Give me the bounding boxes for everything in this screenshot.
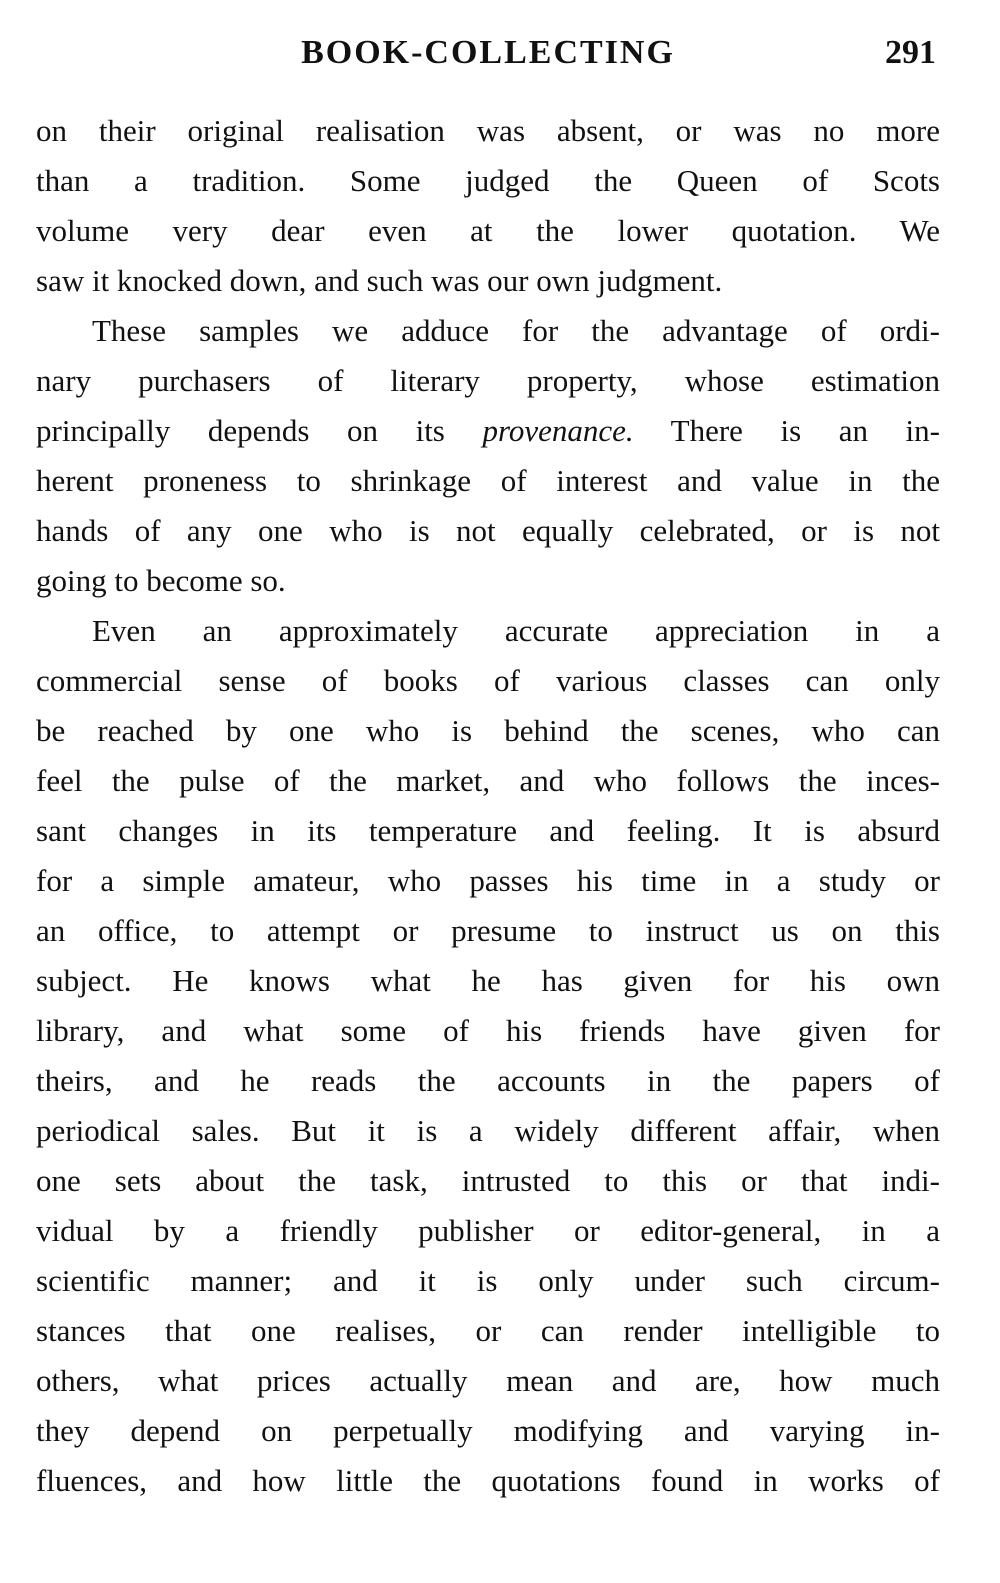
text-line: fluences, and how little the quotations found in works of <box>36 1463 940 1498</box>
text-line: volume very dear even at the lower quotation. We <box>36 213 940 248</box>
book-page <box>36 28 940 1506</box>
text-line: hands of any one who is not equally celebrated, or is not <box>36 513 940 548</box>
text-line: others, what prices actually mean and are, how much <box>36 1363 940 1398</box>
text-line: for a simple amateur, who passes his time in a study or <box>36 863 940 898</box>
body-text <box>36 106 940 1506</box>
text-line: herent proneness to shrinkage of interest and value in the <box>36 463 940 498</box>
text-line: one sets about the task, intrusted to this or that indi- <box>36 1163 940 1198</box>
text-line: Even an approximately accurate appreciation in a <box>92 613 940 648</box>
text-line: scientific manner; and it is only under such circum- <box>36 1263 940 1298</box>
text-line: stances that one realises, or can render intelligible to <box>36 1313 940 1348</box>
text-line: theirs, and he reads the accounts in the papers of <box>36 1063 940 1098</box>
text-line: going to become so. <box>36 563 286 598</box>
text-line: than a tradition. Some judged the Queen of Scots <box>36 163 940 198</box>
text-line: subject. He knows what he has given for his own <box>36 963 940 998</box>
text-line: an office, to attempt or presume to instruct us on this <box>36 913 940 948</box>
italic-term: provenance. <box>482 413 634 448</box>
text-line: periodical sales. But it is a widely different affair, when <box>36 1113 940 1148</box>
text-line: These samples we adduce for the advantage of ordi- <box>92 313 940 348</box>
text-line <box>36 406 940 456</box>
running-title: BOOK-COLLECTING <box>301 34 675 71</box>
text-line: library, and what some of his friends have given for <box>36 1013 940 1048</box>
text-segment: principally depends on its <box>36 413 483 448</box>
text-segment: There is an in- <box>633 413 940 448</box>
text-line: on their original realisation was absent, or was no more <box>36 113 940 148</box>
text-line: saw it knocked down, and such was our own judgment. <box>36 263 723 298</box>
text-line: vidual by a friendly publisher or editor-general, in a <box>36 1213 940 1248</box>
text-line: nary purchasers of literary property, whose estimation <box>36 363 940 398</box>
text-line: feel the pulse of the market, and who follows the inces- <box>36 763 940 798</box>
text-line: be reached by one who is behind the scenes, who can <box>36 713 940 748</box>
running-header <box>36 28 940 84</box>
text-line: commercial sense of books of various classes can only <box>36 663 940 698</box>
page-number: 291 <box>885 34 936 71</box>
text-line: sant changes in its temperature and feeling. It is absurd <box>36 813 940 848</box>
text-line: they depend on perpetually modifying and varying in- <box>36 1413 940 1448</box>
